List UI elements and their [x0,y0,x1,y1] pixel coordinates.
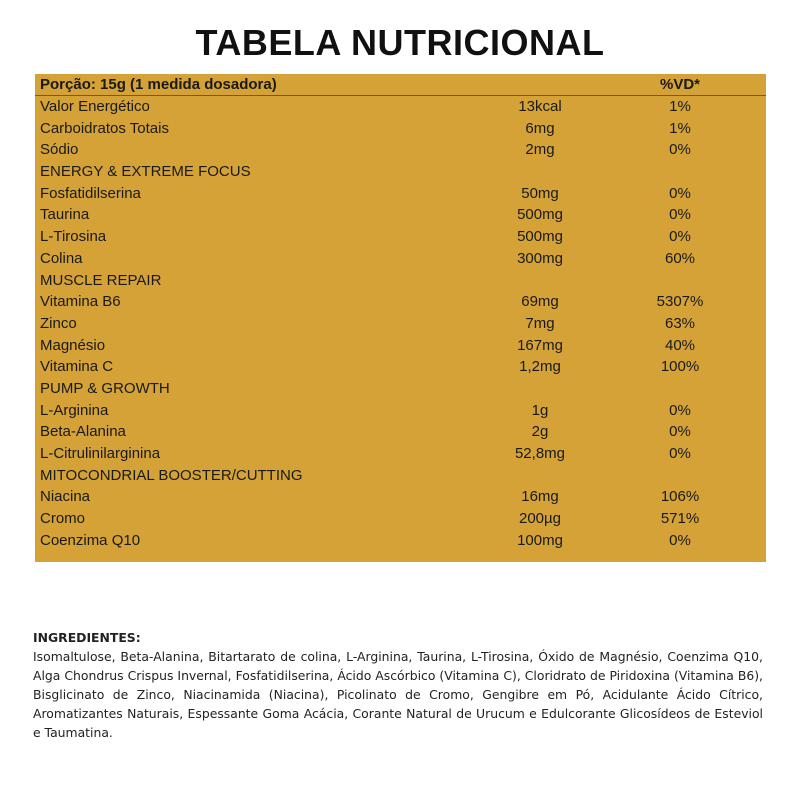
nutrient-amount: 500mg [517,206,563,224]
nutrient-amount: 1,2mg [519,358,561,376]
table-row [35,335,766,357]
nutrient-name: Carboidratos Totais [40,119,169,137]
nutrient-name: Zinco [40,314,77,332]
ingredients-text: Isomaltulose, Beta-Alanina, Bitartarato de colina, L-Arginina, Taurina, L-Tirosina, Óxido de Magnésio, Coenzima Q10, Alga Chondrus Crispus Inverna​l, Fosfatidilserina, Ácido Ascórbico (Vitamina C), Cloridrato de Piridoxina (Vitamina B6), Bisglicinato de Zinco, Niacinamida (Niacina), Picolinato de Cromo, Gengibre em Pó, Acidulante Ácido Cítrico, Aromatizantes Naturais, Espessante Goma Acácia, Corante Natural de Urucum e Edulcorante Glicosídeos de Esteviol e Taumatina. [33,649,763,740]
nutrient-vd: 60% [664,249,696,267]
nutrient-vd: 0% [669,184,691,202]
nutrient-name: Vitamina C [40,358,114,376]
nutrient-amount: 300mg [517,249,563,267]
nutrient-name: L-Arginina [40,401,109,419]
nutrient-vd: 0% [669,401,691,419]
nutrient-name: Beta-Alanina [40,423,126,441]
nutrient-name: Valor Energético [40,98,150,115]
nutrient-vd: 0% [669,141,691,159]
table-row [35,400,766,422]
nutrient-amount: 50mg [521,184,559,202]
nutrient-name: MITOCONDRIAL BOOSTER/CUTTING [40,466,303,484]
section-heading-row [35,378,766,400]
nutrient-name: Fosfatidilserina [40,184,141,202]
nutrient-name: ENERGY & EXTREME FOCUS [40,163,251,181]
table-row [35,486,766,508]
nutrient-name: Cromo [40,510,86,528]
nutrient-vd: 0% [669,206,691,224]
nutrient-amount: 1g [531,401,549,419]
nutrient-amount: 7mg [525,314,555,332]
nutrient-name: Taurina [40,206,90,224]
nutrient-vd: 0% [669,445,691,462]
nutrient-amount: 100mg [517,531,563,549]
table-row [35,183,766,205]
nutrient-name: Coenzima Q10 [40,531,141,549]
nutrient-name: L-Tirosina [40,228,107,246]
table-row [35,291,766,313]
table-row [35,204,766,226]
nutrient-amount: 167mg [517,336,563,354]
vd-header: %VD* [659,76,700,93]
nutrient-amount: 52,8mg [514,445,566,462]
nutrient-name: Sódio [40,141,79,159]
table-row [35,96,766,118]
table-row [35,226,766,248]
page-title: TABELA NUTRICIONAL [195,22,605,63]
table-row [35,443,766,465]
nutrient-amount: 69mg [521,293,559,311]
nutrient-amount: 200µg [518,510,561,528]
section-heading-row [35,270,766,292]
nutrient-amount: 6mg [525,119,555,137]
nutrient-vd: 100% [660,358,700,376]
section-heading-row [35,465,766,487]
table-row [35,530,766,552]
nutrient-vd: 5307% [656,293,704,311]
table-header-row [35,74,766,96]
nutrient-vd: 1% [669,119,691,137]
table-row [35,118,766,140]
table-body [35,96,766,551]
table-row [35,421,766,443]
nutrient-vd: 106% [660,488,700,506]
nutrient-vd: 63% [664,314,696,332]
nutrient-amount: 13kcal [518,98,562,115]
nutrition-table [35,74,766,562]
table-row [35,248,766,270]
section-heading-row [35,161,766,183]
ingredients-title: INGREDIENTES: [33,630,141,645]
portion-label: Porção: 15g (1 medida dosadora) [40,76,277,93]
nutrient-name: Vitamina B6 [40,293,121,311]
nutrient-amount: 2g [531,423,549,441]
table-row [35,356,766,378]
nutrient-vd: 0% [669,228,691,246]
nutrient-amount: 16mg [521,488,559,506]
nutrient-vd: 571% [660,510,700,528]
nutrient-name: MUSCLE REPAIR [40,271,162,289]
table-row [35,313,766,335]
ingredients-section [33,628,763,742]
nutrient-name: L-Citrulinilarginina [40,445,161,462]
nutrient-name: Niacina [40,488,91,506]
nutrient-vd: 0% [669,531,691,549]
nutrient-vd: 0% [669,423,691,441]
nutrient-vd: 40% [664,336,696,354]
nutrient-name: PUMP & GROWTH [40,379,170,397]
nutrient-vd: 1% [669,98,691,115]
nutrient-name: Magnésio [40,336,106,354]
table-row [35,139,766,161]
nutrient-name: Colina [40,249,83,267]
nutrient-amount: 2mg [525,141,555,159]
table-row [35,508,766,530]
nutrient-amount: 500mg [517,228,563,246]
